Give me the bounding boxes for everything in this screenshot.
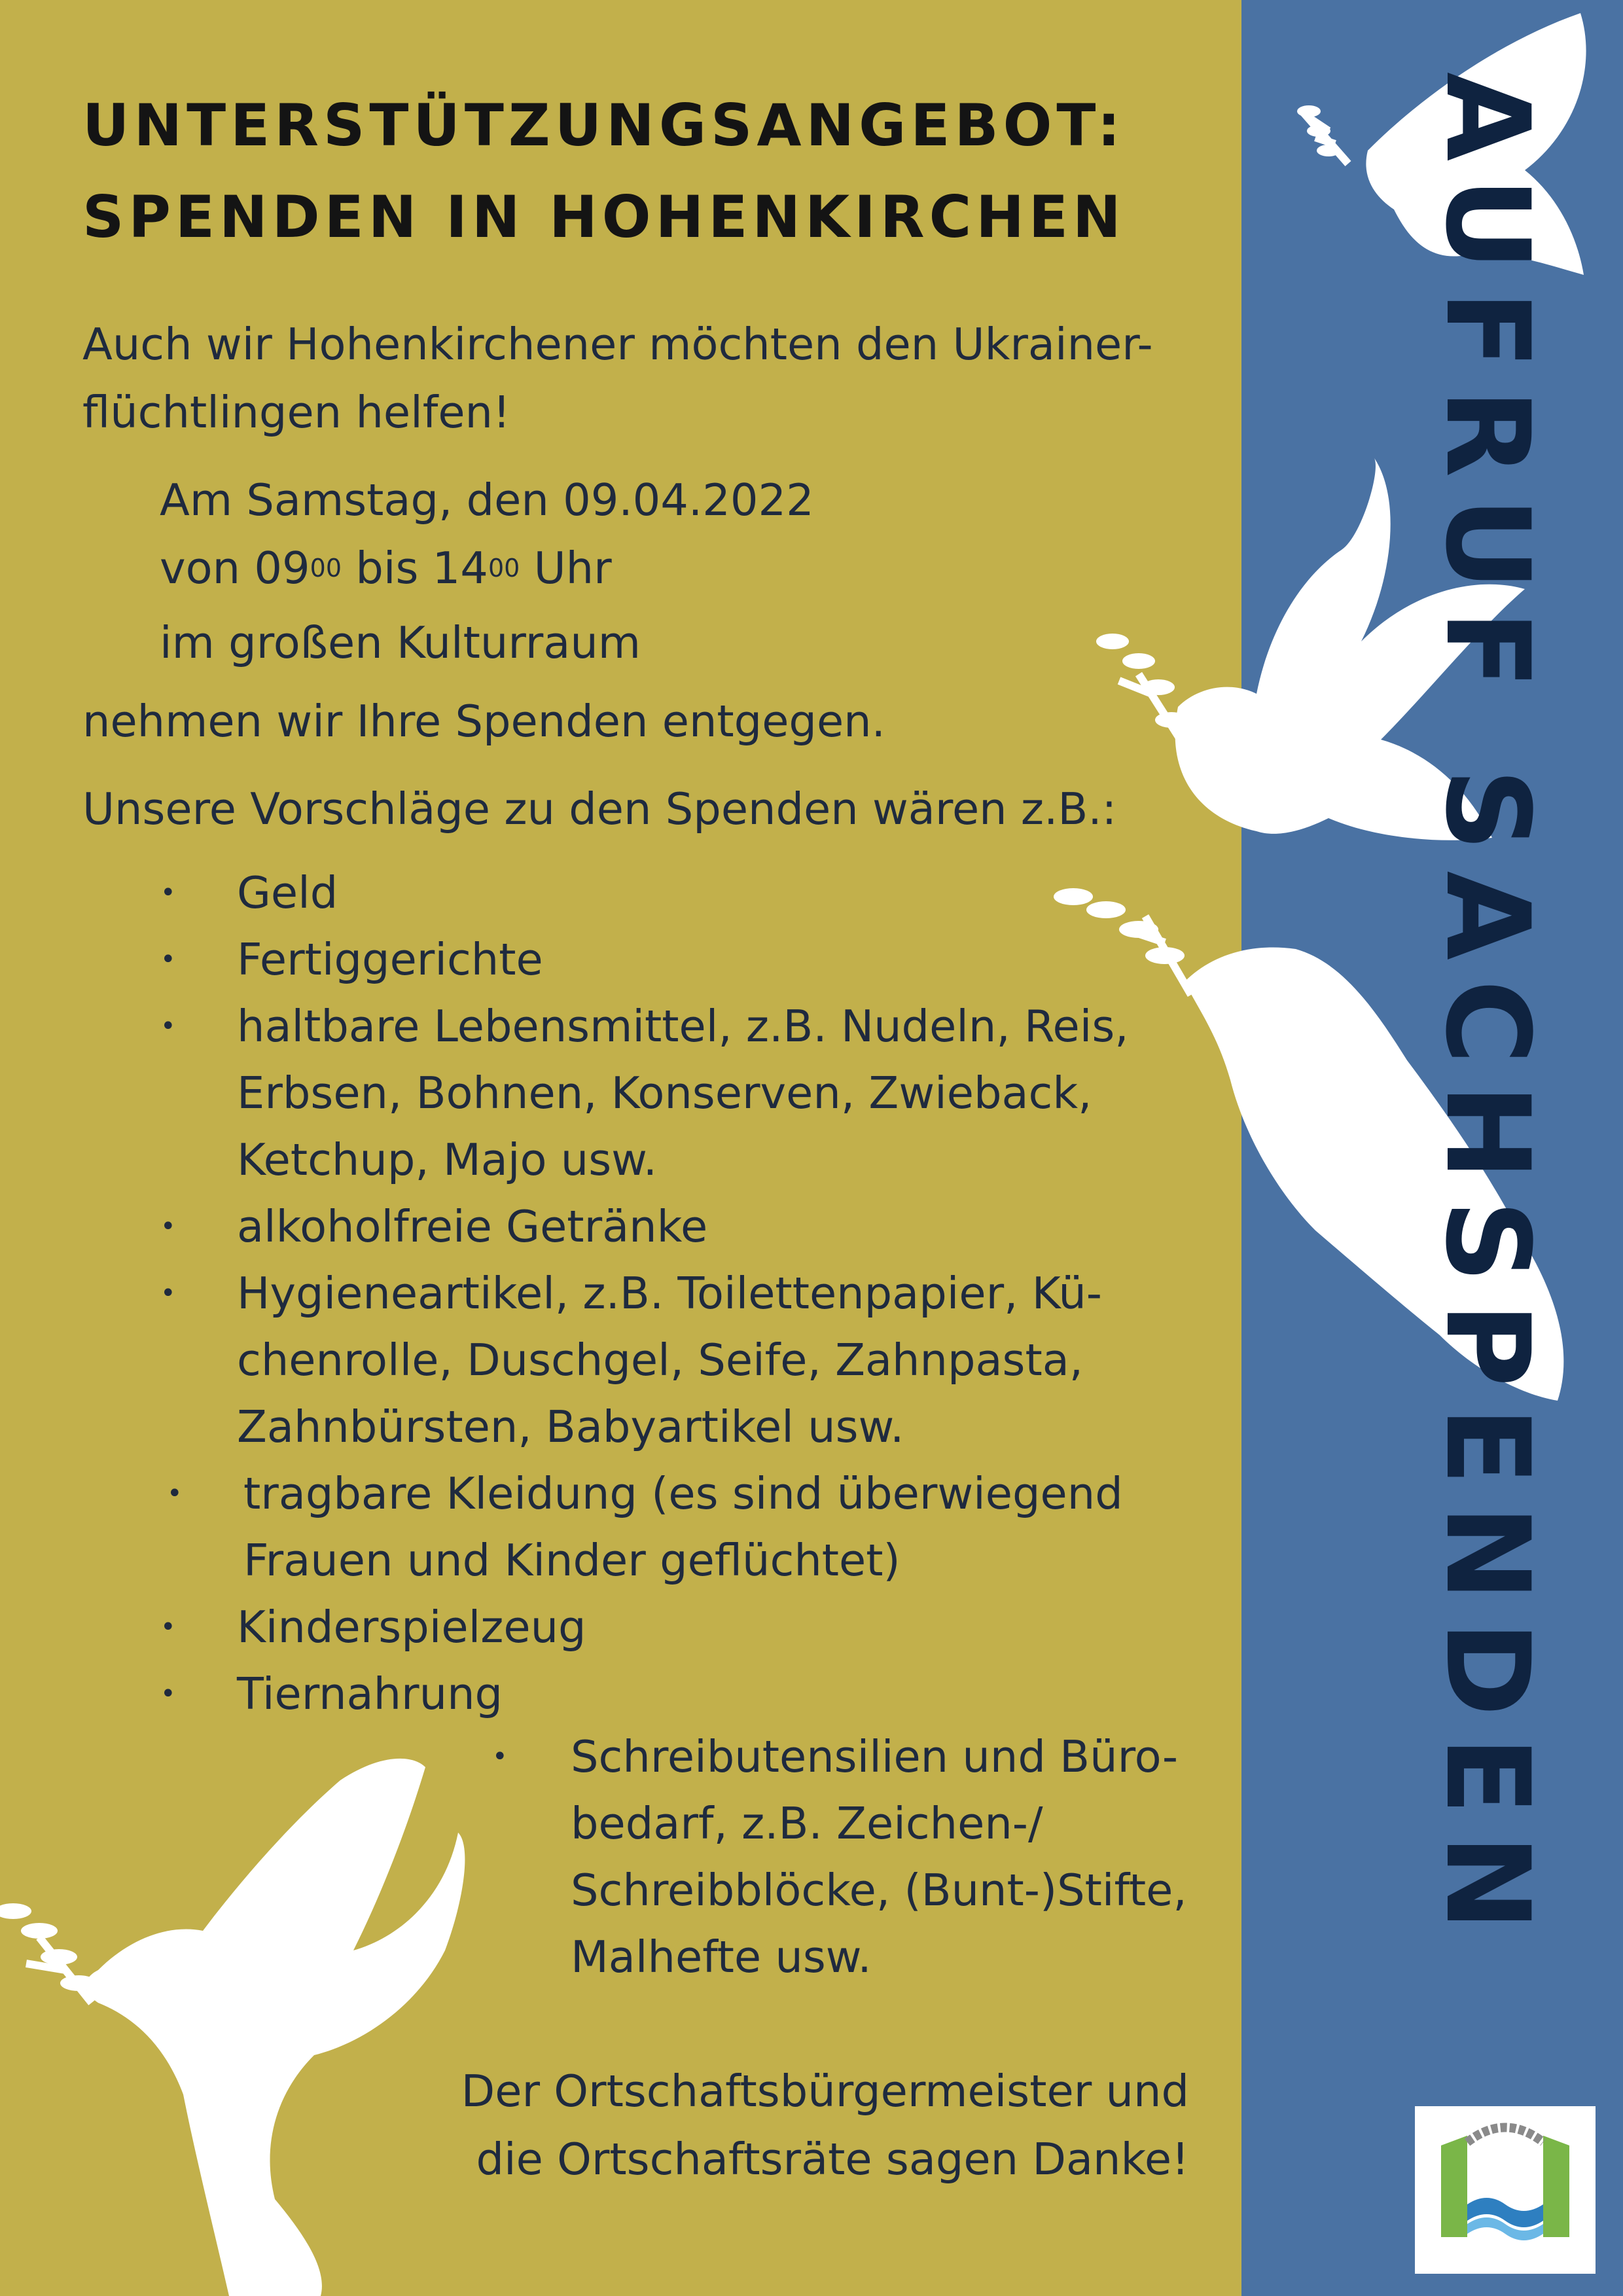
- list-item: • haltbare Lebensmittel, z.B. Nudeln, Reis, Erbsen, Bohnen, Konserven, Zwieback, Ketchup, Majo usw.: [160, 1001, 1129, 1185]
- intro-line: Auch wir Hohenkirchener möchten den Ukrainer-: [82, 319, 1153, 370]
- list-item: • Fertiggerichte: [160, 934, 543, 985]
- donation-items-list: [0, 859, 1129, 1727]
- suggestions-heading: Unsere Vorschläge zu den Spenden wären z.B.:: [82, 783, 1117, 834]
- coat-of-arms-icon: [1415, 2106, 1596, 2274]
- title-line: UNTERSTÜTZUNGSANGEBOT:: [82, 92, 1125, 159]
- event-details: [160, 466, 814, 677]
- accept-text: nehmen wir Ihre Spenden entgegen.: [82, 696, 885, 747]
- event-date: Am Samstag, den 09.04.2022: [160, 475, 814, 526]
- thanks-line: Der Ortschaftsbürgermeister und: [461, 2066, 1189, 2117]
- list-item: • Schreibutensilien und Büro- bedarf, z.B. Zeichen-/ Schreibblöcke, (Bunt-)Stifte, Malhefte usw.: [492, 1731, 1187, 1982]
- vertical-banner: [1343, 72, 1554, 2088]
- thanks-line: die Ortschaftsräte sagen Danke!: [476, 2134, 1189, 2185]
- list-item: • Tiernahrung: [160, 1668, 503, 1719]
- page-title: [82, 80, 1126, 263]
- list-item: • Geld: [160, 867, 338, 918]
- intro-text: [82, 310, 1153, 446]
- vertical-banner-text: AUFRUF SACHSPENDEN: [1420, 72, 1554, 1951]
- thanks-text: [461, 2057, 1189, 2193]
- list-item: • alkoholfreie Getränke: [160, 1201, 708, 1252]
- list-item: • Kinderspielzeug: [160, 1602, 586, 1653]
- list-item: • tragbare Kleidung (es sind überwiegend Frauen und Kinder geflüchtet): [167, 1468, 1123, 1586]
- municipal-logo: [1415, 2106, 1596, 2274]
- event-location: im großen Kulturraum: [160, 617, 641, 668]
- list-item: • Hygieneartikel, z.B. Toilettenpapier, Kü- chenrolle, Duschgel, Seife, Zahnpasta, Zahnbürsten, Babyartikel usw.: [160, 1268, 1102, 1452]
- title-line: SPENDEN IN HOHENKIRCHEN: [82, 183, 1126, 251]
- intro-line: flüchtlingen helfen!: [82, 387, 510, 438]
- event-time: von $09^{00}$ bis $14^{00}$ Uhr: [160, 543, 612, 594]
- dove-icon: [0, 1759, 465, 2296]
